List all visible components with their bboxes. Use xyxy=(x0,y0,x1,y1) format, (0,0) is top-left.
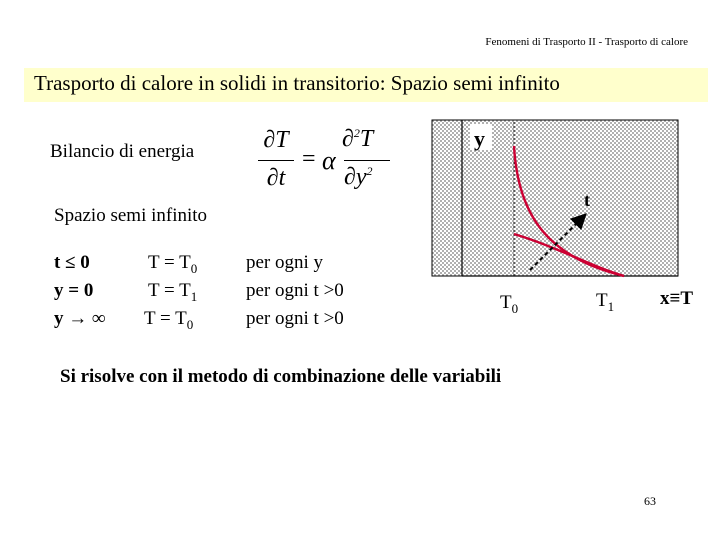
header-note: Fenomeni di Trasporto II - Trasporto di calore xyxy=(485,36,688,48)
page-number: 63 xyxy=(644,494,656,508)
eq-rhs-fraction-line xyxy=(344,160,390,161)
graph-x-label: x≡T xyxy=(660,288,693,309)
condition-1-rhs: $T = T_0$ xyxy=(148,252,198,276)
condition-2-lhs: y = 0 xyxy=(54,280,94,301)
condition-3-lhs: y → ∞ xyxy=(54,308,106,329)
energy-balance-label: Bilancio di energia xyxy=(50,141,195,162)
eq-lhs-fraction-line xyxy=(258,160,294,161)
eq-rhs-denominator: $\partial y^2$ xyxy=(344,164,373,190)
semi-infinite-label: Spazio semi infinito xyxy=(54,205,208,226)
slide-title: Trasporto di calore in solidi in transitorio: Spazio semi infinito xyxy=(34,71,560,95)
condition-2-rhs: $T = T_1$ xyxy=(148,280,198,304)
eq-alpha: α xyxy=(322,146,336,175)
condition-1-note: per ogni y xyxy=(246,252,324,273)
heat-equation xyxy=(250,126,400,200)
graph-t1-label: $T_1$ xyxy=(596,290,615,314)
condition-3-note: per ogni t >0 xyxy=(246,308,344,329)
eq-equals: = xyxy=(302,146,316,172)
method-text: Si risolve con il metodo di combinazione delle variabili xyxy=(60,366,502,387)
eq-lhs-denominator: ∂t xyxy=(266,165,286,191)
condition-2-note: per ogni t >0 xyxy=(246,280,344,301)
eq-lhs-numerator: ∂T xyxy=(263,127,289,153)
condition-3-rhs: $T = T_0$ xyxy=(144,308,194,332)
graph-t0-label: $T_0$ xyxy=(500,292,519,316)
graph-t-label: t xyxy=(584,190,590,210)
condition-1-lhs: t ≤ 0 xyxy=(54,252,90,273)
eq-rhs-numerator: ∂$^2$T xyxy=(342,126,374,152)
graph-background xyxy=(432,120,678,276)
graph-y-label: y xyxy=(474,126,485,151)
